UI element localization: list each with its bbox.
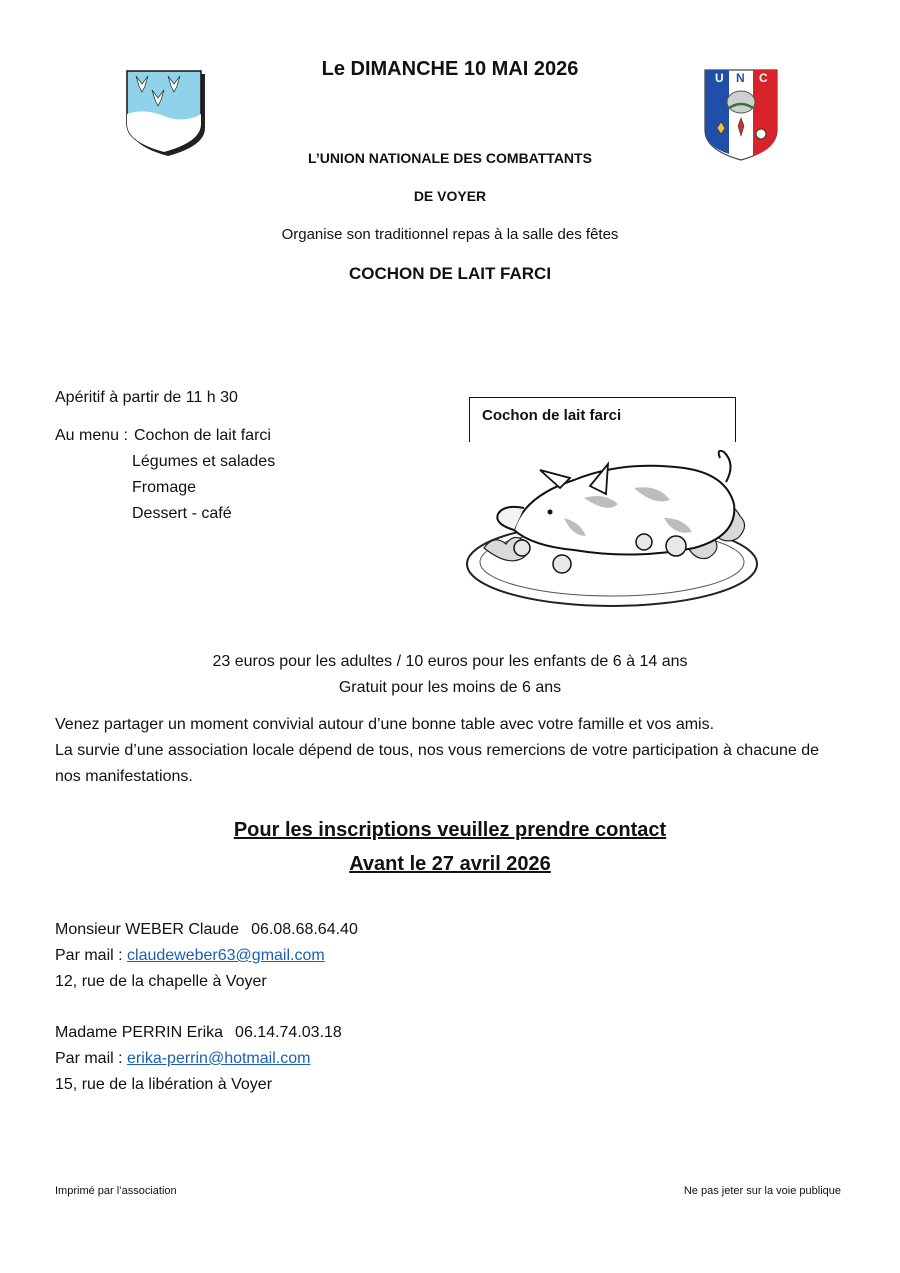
contact-email-link[interactable]: claudeweber63@gmail.com: [127, 947, 325, 964]
message-line: nos manifestations.: [55, 768, 193, 785]
contact-phone: 06.08.68.64.40: [251, 921, 358, 938]
mail-label: Par mail :: [55, 1050, 123, 1067]
contact-email-link[interactable]: erika-perrin@hotmail.com: [127, 1050, 311, 1067]
contact-name-text: Monsieur WEBER Claude: [55, 921, 240, 938]
unc-emblem-icon: [703, 68, 779, 162]
illustration-caption-box: [469, 397, 736, 442]
pricing-adults-children: 23 euros pour les adultes / 10 euros pour les enfants de 6 à 14 ans: [212, 653, 688, 670]
menu-item: Fromage: [132, 479, 197, 496]
menu-label: Au menu :: [55, 427, 128, 444]
organizer-town: DE VOYER: [413, 188, 487, 204]
svg-text:U: U: [715, 71, 724, 85]
contact-name: [55, 921, 358, 939]
menu-item: Légumes et salades: [132, 453, 276, 470]
message-line: Venez partager un moment convivial autour d’une bonne table avec votre famille et vos amis.: [55, 716, 715, 733]
menu-item: Dessert - café: [132, 505, 232, 522]
contact-name: [55, 1024, 342, 1042]
event-date: Le DIMANCHE 10 MAI 2026: [321, 58, 579, 80]
footer-disposal-notice: Ne pas jeter sur la voie publique: [683, 1185, 841, 1197]
roast-pig-platter-icon: [464, 438, 774, 610]
contact-address: 15, rue de la libération à Voyer: [55, 1076, 273, 1093]
contact-address: 12, rue de la chapelle à Voyer: [55, 973, 267, 990]
registration-deadline: Avant le 27 avril 2026: [349, 853, 551, 875]
voyer-coat-of-arms-icon: [124, 68, 208, 158]
pricing-free: Gratuit pour les moins de 6 ans: [338, 679, 562, 696]
svg-text:N: N: [736, 71, 745, 85]
event-tagline: Organise son traditionnel repas à la salle des fêtes: [281, 226, 619, 243]
illustration-caption: Cochon de lait farci: [482, 407, 622, 424]
organizer-name: L’UNION NATIONALE DES COMBATTANTS: [308, 150, 592, 166]
contact-mail-row: [55, 1050, 310, 1068]
contact-phone: 06.14.74.03.18: [235, 1024, 342, 1041]
footer-printed-by: Imprimé par l’association: [55, 1185, 177, 1197]
registration-heading: Pour les inscriptions veuillez prendre contact: [233, 819, 667, 841]
contact-name-text: Madame PERRIN Erika: [55, 1024, 224, 1041]
mail-label: Par mail :: [55, 947, 123, 964]
dish-title: COCHON DE LAIT FARCI: [348, 264, 552, 283]
menu-item: Cochon de lait farci: [134, 427, 271, 444]
contact-mail-row: [55, 947, 325, 965]
message-line: La survie d’une association locale dépend de tous, nos vous remercions de votre participation à chacune de: [55, 742, 820, 759]
svg-text:C: C: [759, 71, 768, 85]
aperitif-time: Apéritif à partir de 11 h 30: [55, 389, 238, 406]
